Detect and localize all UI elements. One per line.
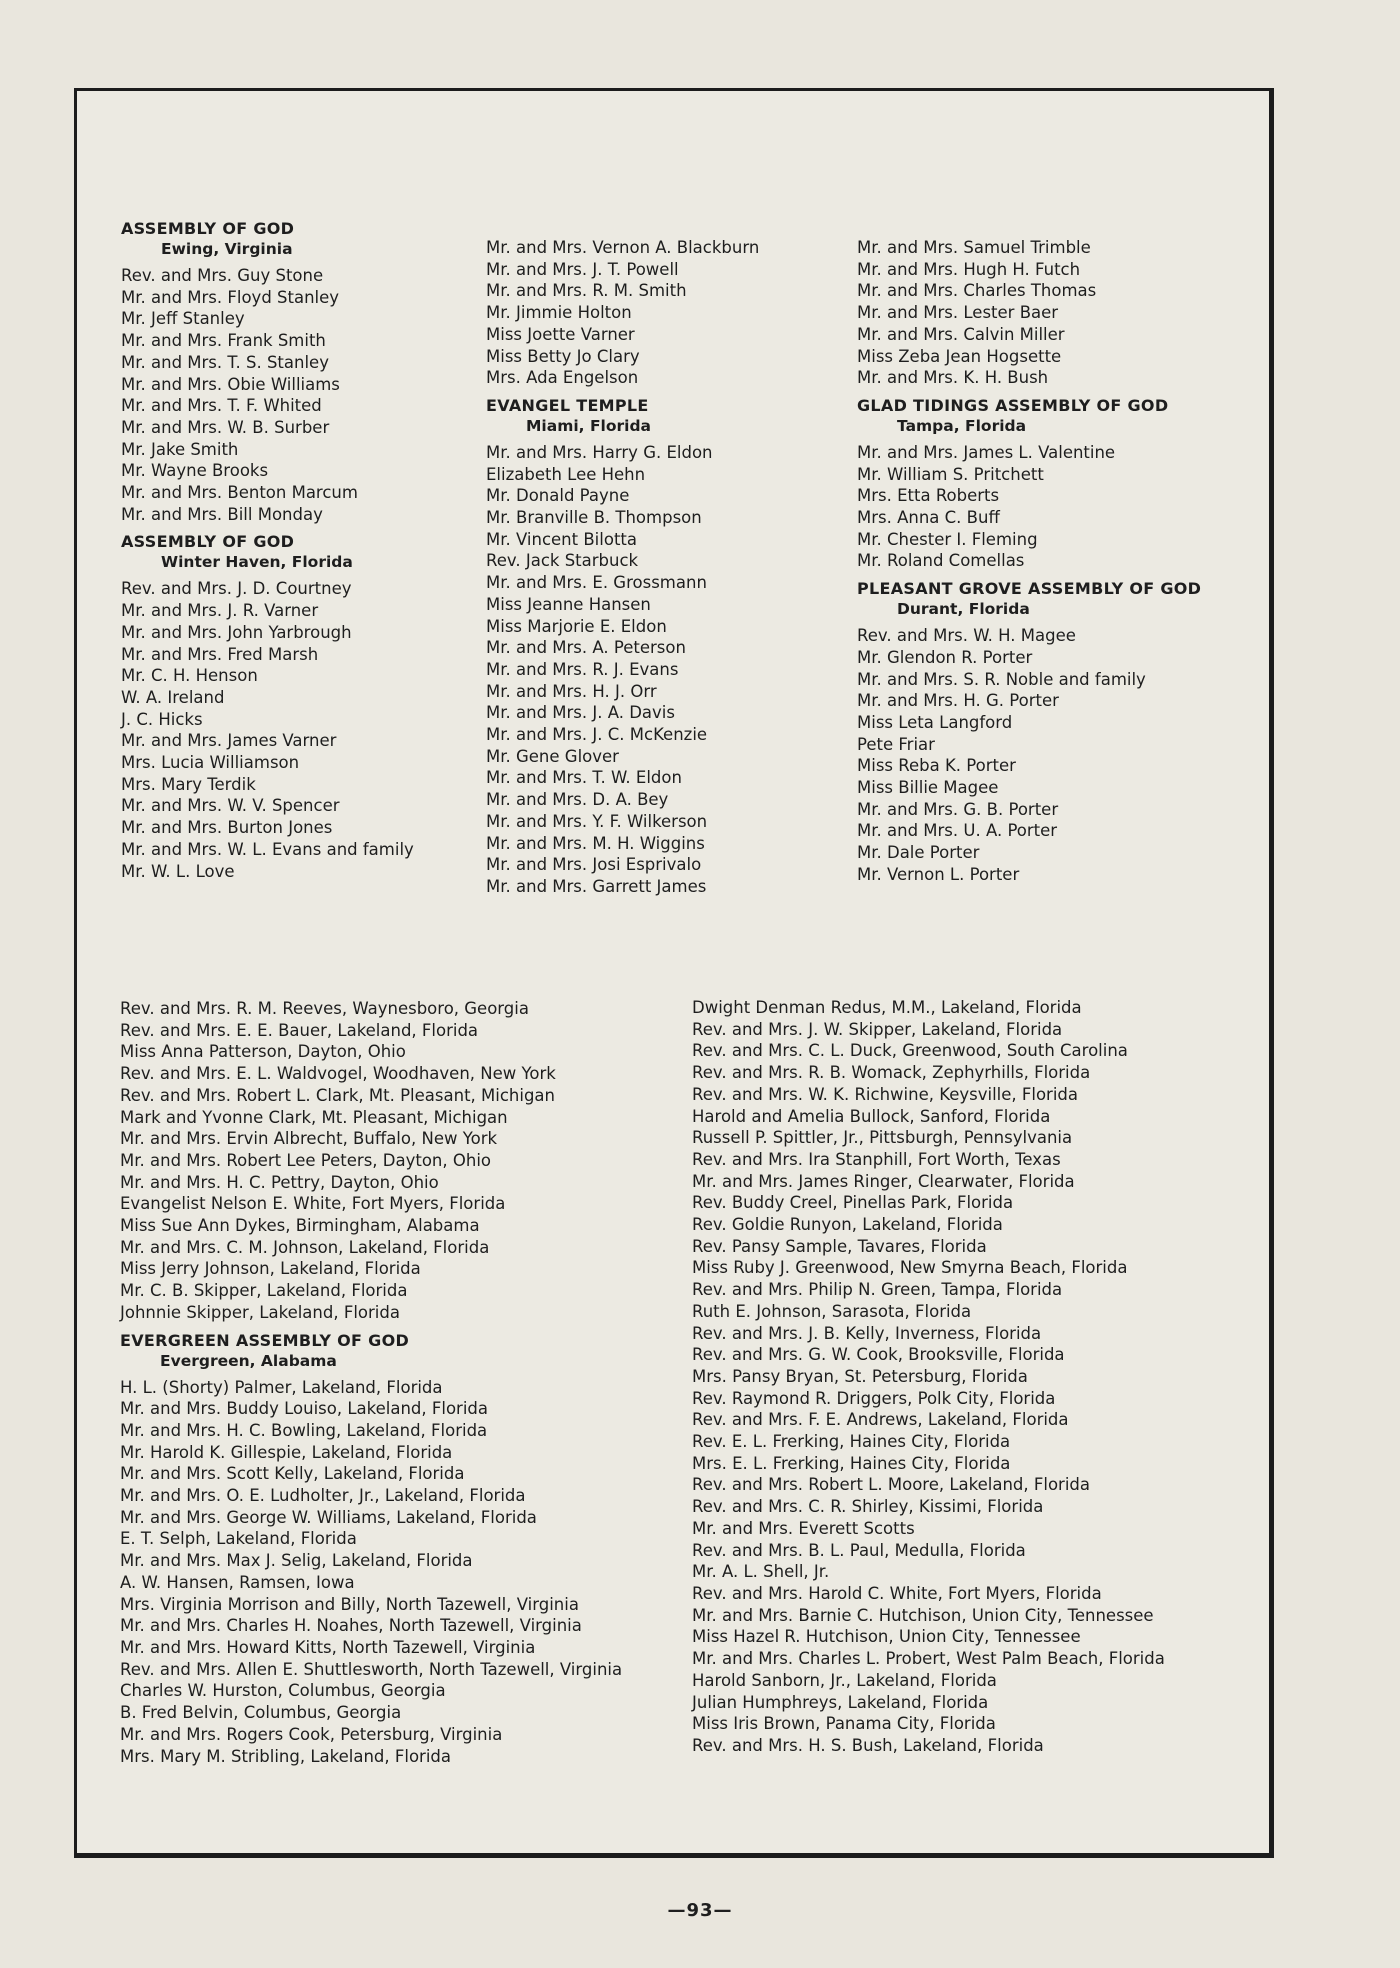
name-entry: Mr. C. H. Henson bbox=[121, 666, 258, 686]
name-entry: Mr. and Mrs. D. A. Bey bbox=[486, 790, 669, 810]
name-entry: Mrs. Virginia Morrison and Billy, North Tazewell, Virginia bbox=[120, 1594, 579, 1614]
name-entry: Mr. and Mrs. H. C. Pettry, Dayton, Ohio bbox=[120, 1172, 439, 1192]
name-entry: Mr. Dale Porter bbox=[857, 843, 980, 863]
name-entry: Rev. and Mrs. J. D. Courtney bbox=[121, 579, 352, 599]
name-entry: Mr. and Mrs. H. G. Porter bbox=[857, 691, 1059, 711]
name-entry: Rev. and Mrs. J. B. Kelly, Inverness, Florida bbox=[692, 1323, 1042, 1343]
name-entry: Mr. and Mrs. Calvin Miller bbox=[857, 324, 1065, 344]
name-entry: Mr. and Mrs. James Varner bbox=[121, 731, 337, 751]
name-entry: Mr. Jake Smith bbox=[121, 439, 239, 459]
name-entry: Rev. and Mrs. Allen E. Shuttlesworth, North Tazewell, Virginia bbox=[120, 1659, 623, 1679]
name-entry: Mr. C. B. Skipper, Lakeland, Florida bbox=[120, 1281, 408, 1301]
name-entry: Mr. and Mrs. H. J. Orr bbox=[486, 681, 657, 701]
name-entry: Rev. and Mrs. B. L. Paul, Medulla, Florida bbox=[692, 1540, 1026, 1560]
name-entry: Julian Humphreys, Lakeland, Florida bbox=[692, 1692, 989, 1712]
name-entry: Mr. and Mrs. T. S. Stanley bbox=[121, 352, 329, 372]
section-heading: ASSEMBLY OF GOD bbox=[121, 532, 295, 552]
name-entry: Mr. and Mrs. H. C. Bowling, Lakeland, Florida bbox=[120, 1420, 488, 1440]
name-entry: Harold and Amelia Bullock, Sanford, Florida bbox=[692, 1106, 1051, 1126]
name-entry: Miss Marjorie E. Eldon bbox=[486, 616, 667, 636]
name-entry: Mrs. Mary M. Stribling, Lakeland, Florida bbox=[120, 1746, 452, 1766]
name-entry: Elizabeth Lee Hehn bbox=[486, 464, 646, 484]
name-entry: Rev. and Mrs. Philip N. Green, Tampa, Florida bbox=[692, 1280, 1063, 1300]
name-entry: Rev. and Mrs. Guy Stone bbox=[121, 266, 324, 285]
name-entry: Miss Reba K. Porter bbox=[857, 756, 1016, 776]
name-entry: Mr. Chester I. Fleming bbox=[857, 529, 1038, 549]
name-entry: Miss Hazel R. Hutchison, Union City, Tennessee bbox=[692, 1627, 1081, 1647]
section-heading: ASSEMBLY OF GOD bbox=[121, 219, 295, 238]
name-entry: Mr. and Mrs. Ervin Albrecht, Buffalo, New York bbox=[120, 1129, 498, 1149]
name-entry: Rev. and Mrs. R. B. Womack, Zephyrhills, Florida bbox=[692, 1063, 1091, 1083]
name-entry: Miss Jerry Johnson, Lakeland, Florida bbox=[120, 1259, 421, 1279]
bottom-column-1 bbox=[120, 998, 622, 1767]
name-entry: Mr. W. L. Love bbox=[121, 861, 235, 881]
name-entry: Mr. and Mrs. Samuel Trimble bbox=[857, 238, 1091, 257]
name-entry: Mr. and Mrs. Fred Marsh bbox=[121, 644, 319, 664]
name-entry: Rev. E. L. Frerking, Haines City, Florida bbox=[692, 1432, 1011, 1452]
name-entry: J. C. Hicks bbox=[121, 709, 203, 729]
name-entry: Rev. and Mrs. E. E. Bauer, Lakeland, Florida bbox=[120, 1020, 479, 1040]
name-entry: Mr. and Mrs. G. B. Porter bbox=[857, 799, 1059, 819]
name-entry: Charles W. Hurston, Columbus, Georgia bbox=[120, 1681, 446, 1701]
name-entry: Miss Betty Jo Clary bbox=[486, 346, 640, 366]
name-entry: Mrs. Mary Terdik bbox=[121, 774, 256, 794]
section-location: Ewing, Virginia bbox=[161, 240, 293, 258]
page-number: —93— bbox=[667, 1900, 733, 1921]
name-entry: Mr. and Mrs. E. Grossmann bbox=[486, 573, 707, 593]
name-entry: Russell P. Spittler, Jr., Pittsburgh, Pennsylvania bbox=[692, 1128, 1073, 1148]
name-entry: Miss Anna Patterson, Dayton, Ohio bbox=[120, 1042, 406, 1062]
name-entry: Mrs. Ada Engelson bbox=[486, 368, 639, 388]
name-entry: Miss Zeba Jean Hogsette bbox=[857, 346, 1062, 366]
name-entry: Mr. and Mrs. W. L. Evans and family bbox=[121, 839, 414, 859]
name-entry: Mr. and Mrs. Lester Baer bbox=[857, 303, 1059, 323]
name-entry: Mr. A. L. Shell, Jr. bbox=[692, 1562, 830, 1582]
name-entry: Rev. Raymond R. Driggers, Polk City, Florida bbox=[692, 1388, 1056, 1408]
name-entry: Mr. and Mrs. J. C. McKenzie bbox=[486, 725, 708, 745]
name-entry: Mr. and Mrs. T. F. Whited bbox=[121, 396, 322, 416]
name-entry: Mr. and Mrs. Howard Kitts, North Tazewell, Virginia bbox=[120, 1637, 536, 1657]
name-entry: Mr. Branville B. Thompson bbox=[486, 508, 702, 528]
name-entry: Mr. and Mrs. W. B. Surber bbox=[121, 417, 330, 437]
name-entry: Mr. and Mrs. Buddy Louiso, Lakeland, Florida bbox=[120, 1399, 489, 1419]
name-entry: Mr. Roland Comellas bbox=[857, 551, 1025, 571]
name-entry: Mr. and Mrs. S. R. Noble and family bbox=[857, 669, 1146, 689]
name-entry: Mr. Jimmie Holton bbox=[486, 303, 632, 323]
name-entry: Rev. and Mrs. R. M. Reeves, Waynesboro, Georgia bbox=[120, 999, 529, 1018]
name-entry: W. A. Ireland bbox=[121, 687, 225, 707]
name-entry: Dwight Denman Redus, M.M., Lakeland, Florida bbox=[692, 998, 1082, 1017]
top-column-1 bbox=[121, 218, 414, 882]
name-entry: Johnnie Skipper, Lakeland, Florida bbox=[120, 1302, 400, 1322]
name-entry: Mr. Jeff Stanley bbox=[121, 309, 245, 329]
name-entry: Rev. and Mrs. E. L. Waldvogel, Woodhaven, New York bbox=[120, 1064, 556, 1084]
name-entry: Rev. and Mrs. Ira Stanphill, Fort Worth, Texas bbox=[692, 1149, 1061, 1169]
name-entry: Mrs. Lucia Williamson bbox=[121, 753, 300, 773]
name-entry: Mr. and Mrs. Charles H. Noahes, North Tazewell, Virginia bbox=[120, 1616, 582, 1636]
name-entry: Mr. Glendon R. Porter bbox=[857, 647, 1033, 667]
name-entry: Rev. Pansy Sample, Tavares, Florida bbox=[692, 1236, 987, 1256]
name-entry: Mr. and Mrs. Barnie C. Hutchison, Union City, Tennessee bbox=[692, 1605, 1154, 1625]
name-entry: Mr. and Mrs. J. A. Davis bbox=[486, 703, 675, 723]
name-entry: Mr. and Mrs. Charles L. Probert, West Palm Beach, Florida bbox=[692, 1649, 1165, 1669]
name-entry: Rev. and Mrs. Robert L. Moore, Lakeland, Florida bbox=[692, 1475, 1091, 1495]
name-entry: Rev. and Mrs. C. L. Duck, Greenwood, South Carolina bbox=[692, 1041, 1128, 1061]
name-entry: Miss Ruby J. Greenwood, New Smyrna Beach, Florida bbox=[692, 1258, 1128, 1278]
name-entry: H. L. (Shorty) Palmer, Lakeland, Florida bbox=[120, 1377, 443, 1397]
name-entry: Mrs. Pansy Bryan, St. Petersburg, Florida bbox=[692, 1366, 1028, 1386]
name-entry: Rev. and Mrs. J. W. Skipper, Lakeland, Florida bbox=[692, 1019, 1063, 1039]
name-entry: Mr. and Mrs. W. V. Spencer bbox=[121, 796, 340, 816]
name-entry: Rev. Goldie Runyon, Lakeland, Florida bbox=[692, 1215, 1003, 1235]
name-entry: Mr. Wayne Brooks bbox=[121, 461, 269, 481]
name-entry: Mr. and Mrs. O. E. Ludholter, Jr., Lakeland, Florida bbox=[120, 1486, 526, 1506]
name-entry: Mr. and Mrs. Floyd Stanley bbox=[121, 287, 340, 307]
name-entry: Mr. and Mrs. Max J. Selig, Lakeland, Florida bbox=[120, 1551, 473, 1571]
name-entry: Mrs. Etta Roberts bbox=[857, 486, 1000, 506]
name-entry: Mr. and Mrs. Scott Kelly, Lakeland, Florida bbox=[120, 1464, 465, 1484]
name-entry: Rev. and Mrs. W. H. Magee bbox=[857, 626, 1076, 646]
name-entry: Pete Friar bbox=[857, 734, 935, 754]
name-entry: Harold Sanborn, Jr., Lakeland, Florida bbox=[692, 1670, 997, 1690]
name-entry: Mr. and Mrs. C. M. Johnson, Lakeland, Florida bbox=[120, 1237, 490, 1257]
name-entry: Mr. and Mrs. James L. Valentine bbox=[857, 442, 1116, 462]
top-column-3 bbox=[857, 237, 1201, 886]
name-entry: Mr. and Mrs. Frank Smith bbox=[121, 331, 326, 351]
name-entry: Mrs. Anna C. Buff bbox=[857, 508, 1000, 528]
name-entry: Mr. and Mrs. J. T. Powell bbox=[486, 259, 679, 279]
section-heading: EVANGEL TEMPLE bbox=[486, 395, 649, 415]
name-entry: Mr. Gene Glover bbox=[486, 746, 619, 766]
name-entry: Mr. William S. Pritchett bbox=[857, 464, 1044, 484]
name-entry: Ruth E. Johnson, Sarasota, Florida bbox=[692, 1301, 972, 1321]
name-entry: Mr. Donald Payne bbox=[486, 486, 630, 506]
name-entry: Mr. and Mrs. J. R. Varner bbox=[121, 601, 319, 621]
name-entry: Mr. and Mrs. Rogers Cook, Petersburg, Virginia bbox=[120, 1724, 503, 1744]
name-entry: Miss Iris Brown, Panama City, Florida bbox=[692, 1714, 996, 1734]
name-entry: Miss Jeanne Hansen bbox=[486, 594, 651, 614]
section-location: Tampa, Florida bbox=[897, 416, 1027, 435]
name-entry: Rev. and Mrs. Harold C. White, Fort Myers, Florida bbox=[692, 1583, 1102, 1603]
section-location: Durant, Florida bbox=[897, 600, 1030, 619]
name-entry: Miss Leta Langford bbox=[857, 712, 1013, 732]
name-entry: Mr. and Mrs. A. Peterson bbox=[486, 638, 686, 658]
name-entry: Mr. and Mrs. George W. Williams, Lakeland, Florida bbox=[120, 1507, 537, 1527]
name-entry: Mr. and Mrs. Robert Lee Peters, Dayton, Ohio bbox=[120, 1150, 492, 1170]
name-entry: Rev. and Mrs. W. K. Richwine, Keysville, Florida bbox=[692, 1084, 1079, 1104]
name-entry: Mr. and Mrs. Vernon A. Blackburn bbox=[486, 238, 760, 257]
name-entry: Miss Sue Ann Dykes, Birmingham, Alabama bbox=[120, 1216, 480, 1236]
name-entry: Mr. and Mrs. T. W. Eldon bbox=[486, 768, 682, 788]
name-entry: Mr. and Mrs. M. H. Wiggins bbox=[486, 833, 705, 853]
name-entry: Mark and Yvonne Clark, Mt. Pleasant, Michigan bbox=[120, 1107, 508, 1127]
name-entry: Mr. and Mrs. Burton Jones bbox=[121, 818, 333, 838]
name-entry: Mr. and Mrs. Everett Scotts bbox=[692, 1518, 915, 1538]
name-entry: Rev. and Mrs. C. R. Shirley, Kissimi, Florida bbox=[692, 1497, 1044, 1517]
name-entry: Mr. and Mrs. Benton Marcum bbox=[121, 483, 358, 503]
section-location: Miami, Florida bbox=[526, 416, 652, 435]
name-entry: Miss Billie Magee bbox=[857, 778, 999, 798]
name-entry: Mr. and Mrs. Harry G. Eldon bbox=[486, 442, 713, 462]
section-location: Evergreen, Alabama bbox=[160, 1351, 337, 1370]
name-entry: Mr. and Mrs. Charles Thomas bbox=[857, 281, 1097, 301]
section-heading: EVERGREEN ASSEMBLY OF GOD bbox=[120, 1330, 410, 1350]
name-entry: Mr. and Mrs. Garrett James bbox=[486, 876, 707, 896]
name-entry: Mr. and Mrs. R. M. Smith bbox=[486, 281, 687, 301]
section-location: Winter Haven, Florida bbox=[161, 553, 353, 572]
name-entry: Mrs. E. L. Frerking, Haines City, Florida bbox=[692, 1453, 1011, 1473]
name-entry: Mr. and Mrs. Y. F. Wilkerson bbox=[486, 811, 708, 831]
name-entry: Mr. Vincent Bilotta bbox=[486, 529, 637, 549]
name-entry: Rev. and Mrs. F. E. Andrews, Lakeland, Florida bbox=[692, 1410, 1069, 1430]
name-entry: Mr. and Mrs. Josi Esprivalo bbox=[486, 855, 702, 875]
name-entry: Rev. and Mrs. H. S. Bush, Lakeland, Florida bbox=[692, 1735, 1044, 1755]
name-entry: Rev. Buddy Creel, Pinellas Park, Florida bbox=[692, 1193, 1014, 1213]
top-column-2 bbox=[486, 237, 759, 898]
name-entry: Mr. and Mrs. U. A. Porter bbox=[857, 821, 1058, 841]
name-entry: Mr. and Mrs. R. J. Evans bbox=[486, 659, 679, 679]
name-entry: Rev. and Mrs. G. W. Cook, Brooksville, Florida bbox=[692, 1345, 1065, 1365]
name-entry: E. T. Selph, Lakeland, Florida bbox=[120, 1529, 357, 1549]
name-entry: Mr. and Mrs. Hugh H. Futch bbox=[857, 259, 1081, 279]
section-heading: GLAD TIDINGS ASSEMBLY OF GOD bbox=[857, 395, 1169, 415]
name-entry: A. W. Hansen, Ramsen, Iowa bbox=[120, 1572, 355, 1592]
name-entry: Mr. and Mrs. Bill Monday bbox=[121, 504, 323, 524]
name-entry: Evangelist Nelson E. White, Fort Myers, Florida bbox=[120, 1194, 506, 1214]
name-entry: Rev. Jack Starbuck bbox=[486, 551, 639, 571]
section-heading: PLEASANT GROVE ASSEMBLY OF GOD bbox=[857, 579, 1202, 599]
name-entry: Mr. and Mrs. Obie Williams bbox=[121, 374, 340, 394]
name-entry: Mr. Harold K. Gillespie, Lakeland, Florida bbox=[120, 1442, 453, 1462]
name-entry: B. Fred Belvin, Columbus, Georgia bbox=[120, 1703, 402, 1723]
name-entry: Mr. and Mrs. K. H. Bush bbox=[857, 368, 1049, 388]
bottom-column-2 bbox=[692, 997, 1165, 1757]
name-entry: Mr. and Mrs. James Ringer, Clearwater, Florida bbox=[692, 1171, 1075, 1191]
name-entry: Mr. and Mrs. John Yarbrough bbox=[121, 622, 352, 642]
name-entry: Mr. Vernon L. Porter bbox=[857, 864, 1020, 884]
name-entry: Rev. and Mrs. Robert L. Clark, Mt. Pleasant, Michigan bbox=[120, 1085, 556, 1105]
name-entry: Miss Joette Varner bbox=[486, 324, 635, 344]
